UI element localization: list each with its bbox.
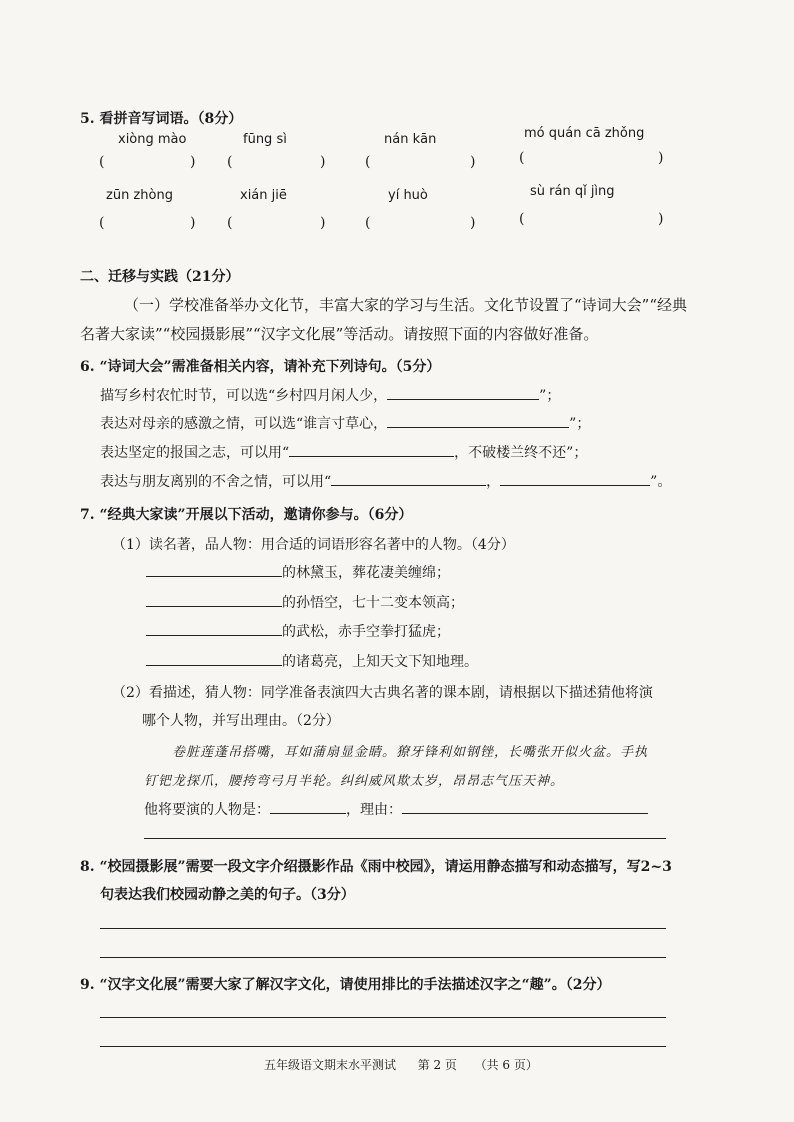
character-blank-3[interactable] [146, 621, 282, 636]
q6-title: 6. “诗词大会”需准备相关内容，请补充下列诗句。（5分） [80, 359, 441, 375]
answer-box-7-open: ( [365, 215, 371, 231]
answer-box-2-close: ) [320, 154, 326, 170]
footer-page: 第 2 页 [417, 1058, 457, 1072]
answer-box-5-close: ) [190, 215, 196, 231]
section-2-title: 二、迁移与实践（21分） [80, 269, 240, 285]
character-line-2: 的孙悟空，七十二变本领高； [146, 592, 464, 612]
answer-box-8-open: ( [519, 211, 525, 227]
reason-line-2[interactable] [144, 838, 666, 839]
q8-answer-line-2[interactable] [100, 957, 666, 958]
poem-blank-1[interactable] [387, 385, 539, 400]
q8-answer-line-1[interactable] [100, 928, 666, 929]
q7-sub-2-line-2: 哪个人物，并写出理由。（2分） [142, 713, 340, 729]
answer-box-3-open: ( [365, 154, 371, 170]
answer-box-4-open: ( [519, 150, 525, 166]
character-line-3: 的武松，赤手空拳打猛虎； [146, 621, 450, 641]
poem-blank-2[interactable] [387, 413, 569, 428]
answer-box-1-open: ( [99, 154, 105, 170]
pinyin-8: sù rán qǐ jìng [530, 184, 615, 199]
answer-box-6-open: ( [227, 215, 233, 231]
section-2-intro-1: （一）学校准备举办文化节，丰富大家的学习与生活。文化节设置了“诗词大会”“经典 [124, 296, 688, 314]
description-line-1: 卷脏莲蓬吊搭嘴，耳如蒲扇显金睛。獠牙锋利如钢锉，长嘴张开似火盆。手执 [172, 745, 649, 760]
answer-box-5-open: ( [99, 215, 105, 231]
character-blank-2[interactable] [146, 592, 282, 607]
poem-blank-3[interactable] [289, 442, 454, 457]
q9-title: 9. “汉字文化展”需要大家了解汉字文化，请使用排比的手法描述汉字之“趣”。（2分） [80, 977, 611, 993]
poem-blank-4[interactable] [331, 471, 486, 486]
character-blank-4[interactable] [146, 651, 282, 666]
reason-blank[interactable] [402, 799, 648, 814]
q6-line-2: 表达对母亲的感激之情，可以选“谁言寸草心， ”； [100, 413, 590, 433]
answer-box-6-close: ) [320, 215, 326, 231]
footer-exam: 五年级语文期末水平测试 [264, 1058, 397, 1072]
answer-box-4-close: ) [658, 150, 664, 166]
answer-box-1-close: ) [190, 154, 196, 170]
q9-answer-line-1[interactable] [100, 1017, 666, 1018]
pinyin-7: yí huò [388, 188, 428, 203]
q5-title: 5. 看拼音写词语。（8分） [80, 111, 243, 127]
q7-title: 7. “经典大家读”开展以下活动，邀请你参与。（6分） [80, 507, 413, 523]
pinyin-1: xiòng mào [118, 132, 187, 147]
q8-line-2: 句表达我们校园动静之美的句子。（3分） [100, 887, 355, 903]
pinyin-6: xián jiē [240, 188, 287, 203]
answer-box-3-close: ) [470, 154, 476, 170]
q6-line-1: 描写乡村农忙时节，可以选“乡村四月闲人少， ”； [100, 385, 560, 405]
q6-line-3: 表达坚定的报国之志，可以用“ ，不破楼兰终不还”； [100, 442, 587, 462]
pinyin-4: mó quán cā zhǒng [524, 126, 645, 141]
q7-sub-2-line-1: （2）看描述，猜人物：同学准备表演四大古典名著的课本剧，请根据以下描述猜他将演 [112, 685, 653, 701]
description-line-2: 钉钯龙探爪，腰挎弯弓月半轮。纠纠威风欺太岁，昂昂志气压天神。 [144, 774, 565, 789]
footer-total: （共 6 页） [474, 1058, 538, 1072]
answer-box-7-close: ) [470, 215, 476, 231]
poem-blank-5[interactable] [500, 471, 650, 486]
footer [264, 1056, 538, 1073]
pinyin-3: nán kān [384, 132, 437, 147]
q6-line-4: 表达与朋友离别的不舍之情，可以用“ ， ”。 [100, 471, 671, 491]
character-line-1: 的林黛玉，葬花凄美缠绵； [146, 562, 450, 582]
q9-answer-line-2[interactable] [100, 1046, 666, 1047]
character-line-4: 的诸葛亮，上知天文下知地理。 [146, 651, 478, 671]
q8-line-1: 8. “校园摄影展”需要一段文字介绍摄影作品《雨中校园》，请运用静态描写和动态描写，写2~3 [80, 859, 672, 875]
character-blank-1[interactable] [146, 562, 282, 577]
answer-box-8-close: ) [658, 211, 664, 227]
pinyin-2: fūng sì [243, 132, 287, 147]
section-2-intro-2: 名著大家读”“校园摄影展”“汉字文化展”等活动。请按照下面的内容做好准备。 [80, 325, 599, 343]
q7-answer-line: 他将要演的人物是： ，理由： [144, 799, 648, 819]
pinyin-5: zūn zhòng [106, 188, 173, 203]
q7-sub-1: （1）读名著，品人物：用合适的词语形容名著中的人物。（4分） [112, 537, 515, 553]
character-answer-blank[interactable] [270, 799, 346, 814]
answer-box-2-open: ( [227, 154, 233, 170]
